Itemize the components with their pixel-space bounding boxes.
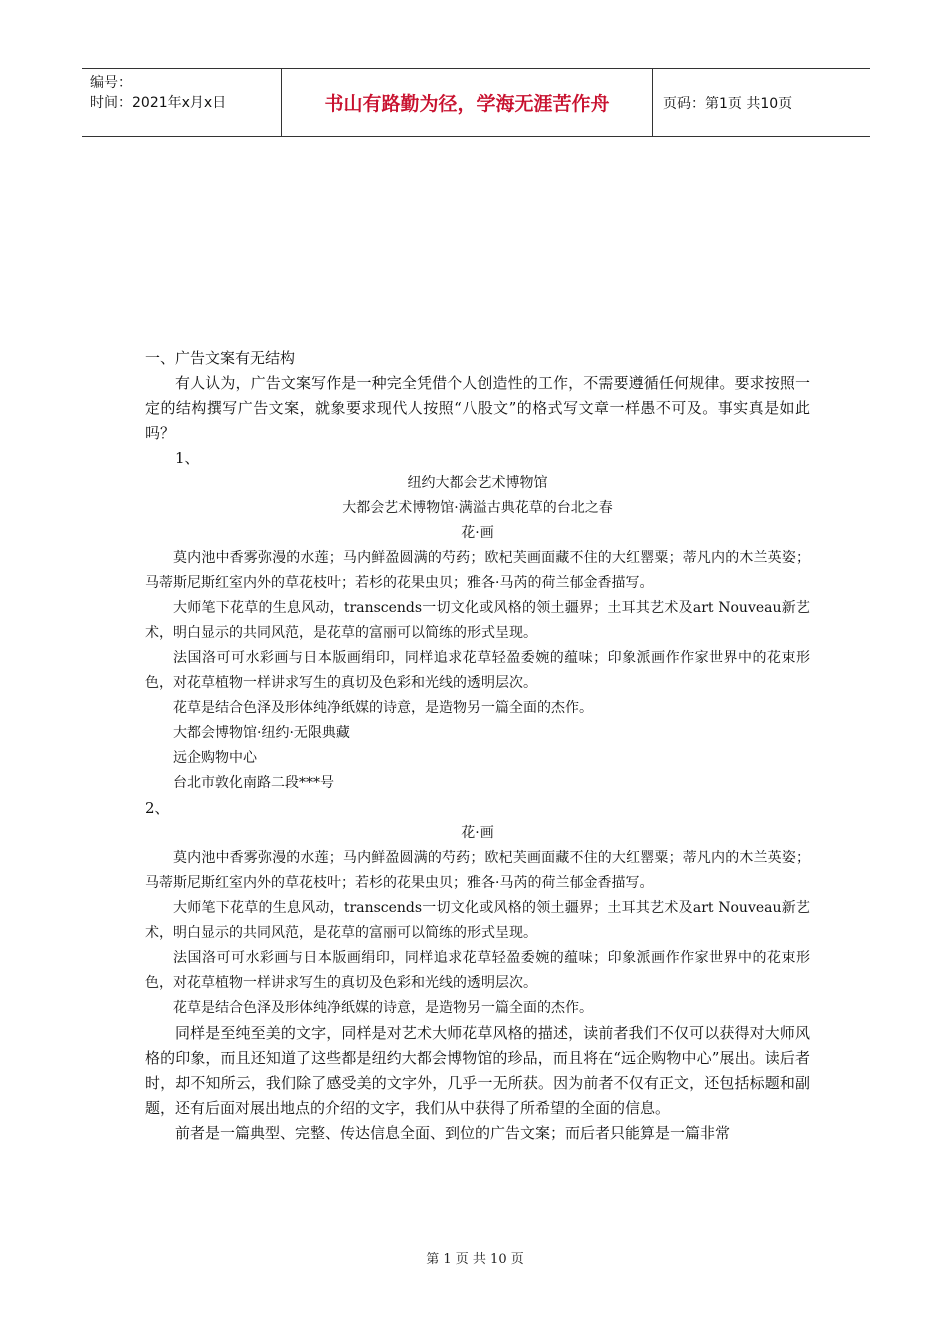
- item-1-label: 1、: [175, 449, 200, 467]
- example-1-paragraph: 莫内池中香雾弥漫的水莲；马内鲜盈圆满的芍药；欧杞芙画面藏不住的大红罂粟；蒂凡内的木兰英姿；马蒂斯尼斯红室内外的草花枝叶；若杉的花果虫贝；雅各·马芮的荷兰郁金香描写。: [145, 550, 810, 591]
- section-title: 一、广告文案有无结构: [145, 349, 296, 367]
- item-2-label: 2、: [145, 799, 170, 817]
- example-1-paragraph: 台北市敦化南路二段***号: [173, 775, 334, 791]
- example-1-paragraph: 法国洛可可水彩画与日本版画绢印，同样追求花草轻盈委婉的蕴味；印象派画作作家世界中的花束形色，对花草植物一样讲求写生的真切及色彩和光线的透明层次。: [145, 650, 810, 691]
- header-page-label: 页码：第1页 共10页: [663, 95, 793, 112]
- example-1-subtitle: 大都会艺术博物馆·满溢古典花草的台北之春: [342, 500, 613, 516]
- example-1-heading: 花·画: [461, 525, 494, 541]
- example-2-paragraph: 莫内池中香雾弥漫的水莲；马内鲜盈圆满的芍药；欧杞芙画面藏不住的大红罂粟；蒂凡内的木兰英姿；马蒂斯尼斯红室内外的草花枝叶；若杉的花果虫贝；雅各·马芮的荷兰郁金香描写。: [145, 850, 810, 891]
- example-2-paragraph: 大师笔下花草的生息风动，transcends一切文化或风格的领土疆界；土耳其艺术及art Nouveau新艺术，明白显示的共同风范，是花草的富丽可以简练的形式呈现。: [145, 900, 810, 941]
- page-footer: 第 1 页 共 10 页: [426, 1252, 524, 1267]
- example-2-paragraph: 法国洛可可水彩画与日本版画绢印，同样追求花草轻盈委婉的蕴味；印象派画作作家世界中的花束形色，对花草植物一样讲求写生的真切及色彩和光线的透明层次。: [145, 950, 810, 991]
- example-2-paragraph: 花草是结合色泽及形体纯净纸媒的诗意，是造物另一篇全面的杰作。: [173, 1000, 593, 1016]
- example-1-title: 纽约大都会艺术博物馆: [407, 475, 548, 491]
- example-1-paragraph: 大都会博物馆·纽约·无限典藏: [173, 725, 350, 741]
- analysis-paragraph: 同样是至纯至美的文字，同样是对艺术大师花草风格的描述，读前者我们不仅可以获得对大师风格的印象，而且还知道了这些都是纽约大都会博物馆的珍品，而且将在“远企购物中心”展出。读后者时，却不知所云，我们除了感受美的文字外，几乎一无所获。因为前者不仅有正文，还包括标题和副题，还有后面对展出地点的介绍的文字，我们从中获得了所希望的全面的信息。: [145, 1024, 810, 1117]
- header-meta: [82, 69, 282, 136]
- header-motto: 书山有路勤为径，学海无涯苦作舟: [282, 69, 653, 136]
- analysis-paragraph: 前者是一篇典型、完整、传达信息全面、到位的广告文案；而后者只能算是一篇非常: [175, 1124, 731, 1142]
- example-1-paragraph: 花草是结合色泽及形体纯净纸媒的诗意，是造物另一篇全面的杰作。: [173, 700, 593, 716]
- document-body: [145, 346, 810, 1146]
- intro-paragraph: 有人认为，广告文案写作是一种完全凭借个人创造性的工作，不需要遵循任何规律。要求按照一定的结构撰写广告文案，就象要求现代人按照“八股文”的格式写文章一样愚不可及。事实真是如此吗？: [145, 374, 810, 442]
- date-label: 时间：2021年x月x日: [90, 95, 227, 111]
- example-1-paragraph: 远企购物中心: [173, 750, 257, 766]
- example-1-paragraph: 大师笔下花草的生息风动，transcends一切文化或风格的领土疆界；土耳其艺术及art Nouveau新艺术，明白显示的共同风范，是花草的富丽可以简练的形式呈现。: [145, 600, 810, 641]
- number-label: 编号：: [90, 75, 132, 91]
- page-header: [82, 68, 870, 137]
- example-2-heading: 花·画: [461, 825, 494, 841]
